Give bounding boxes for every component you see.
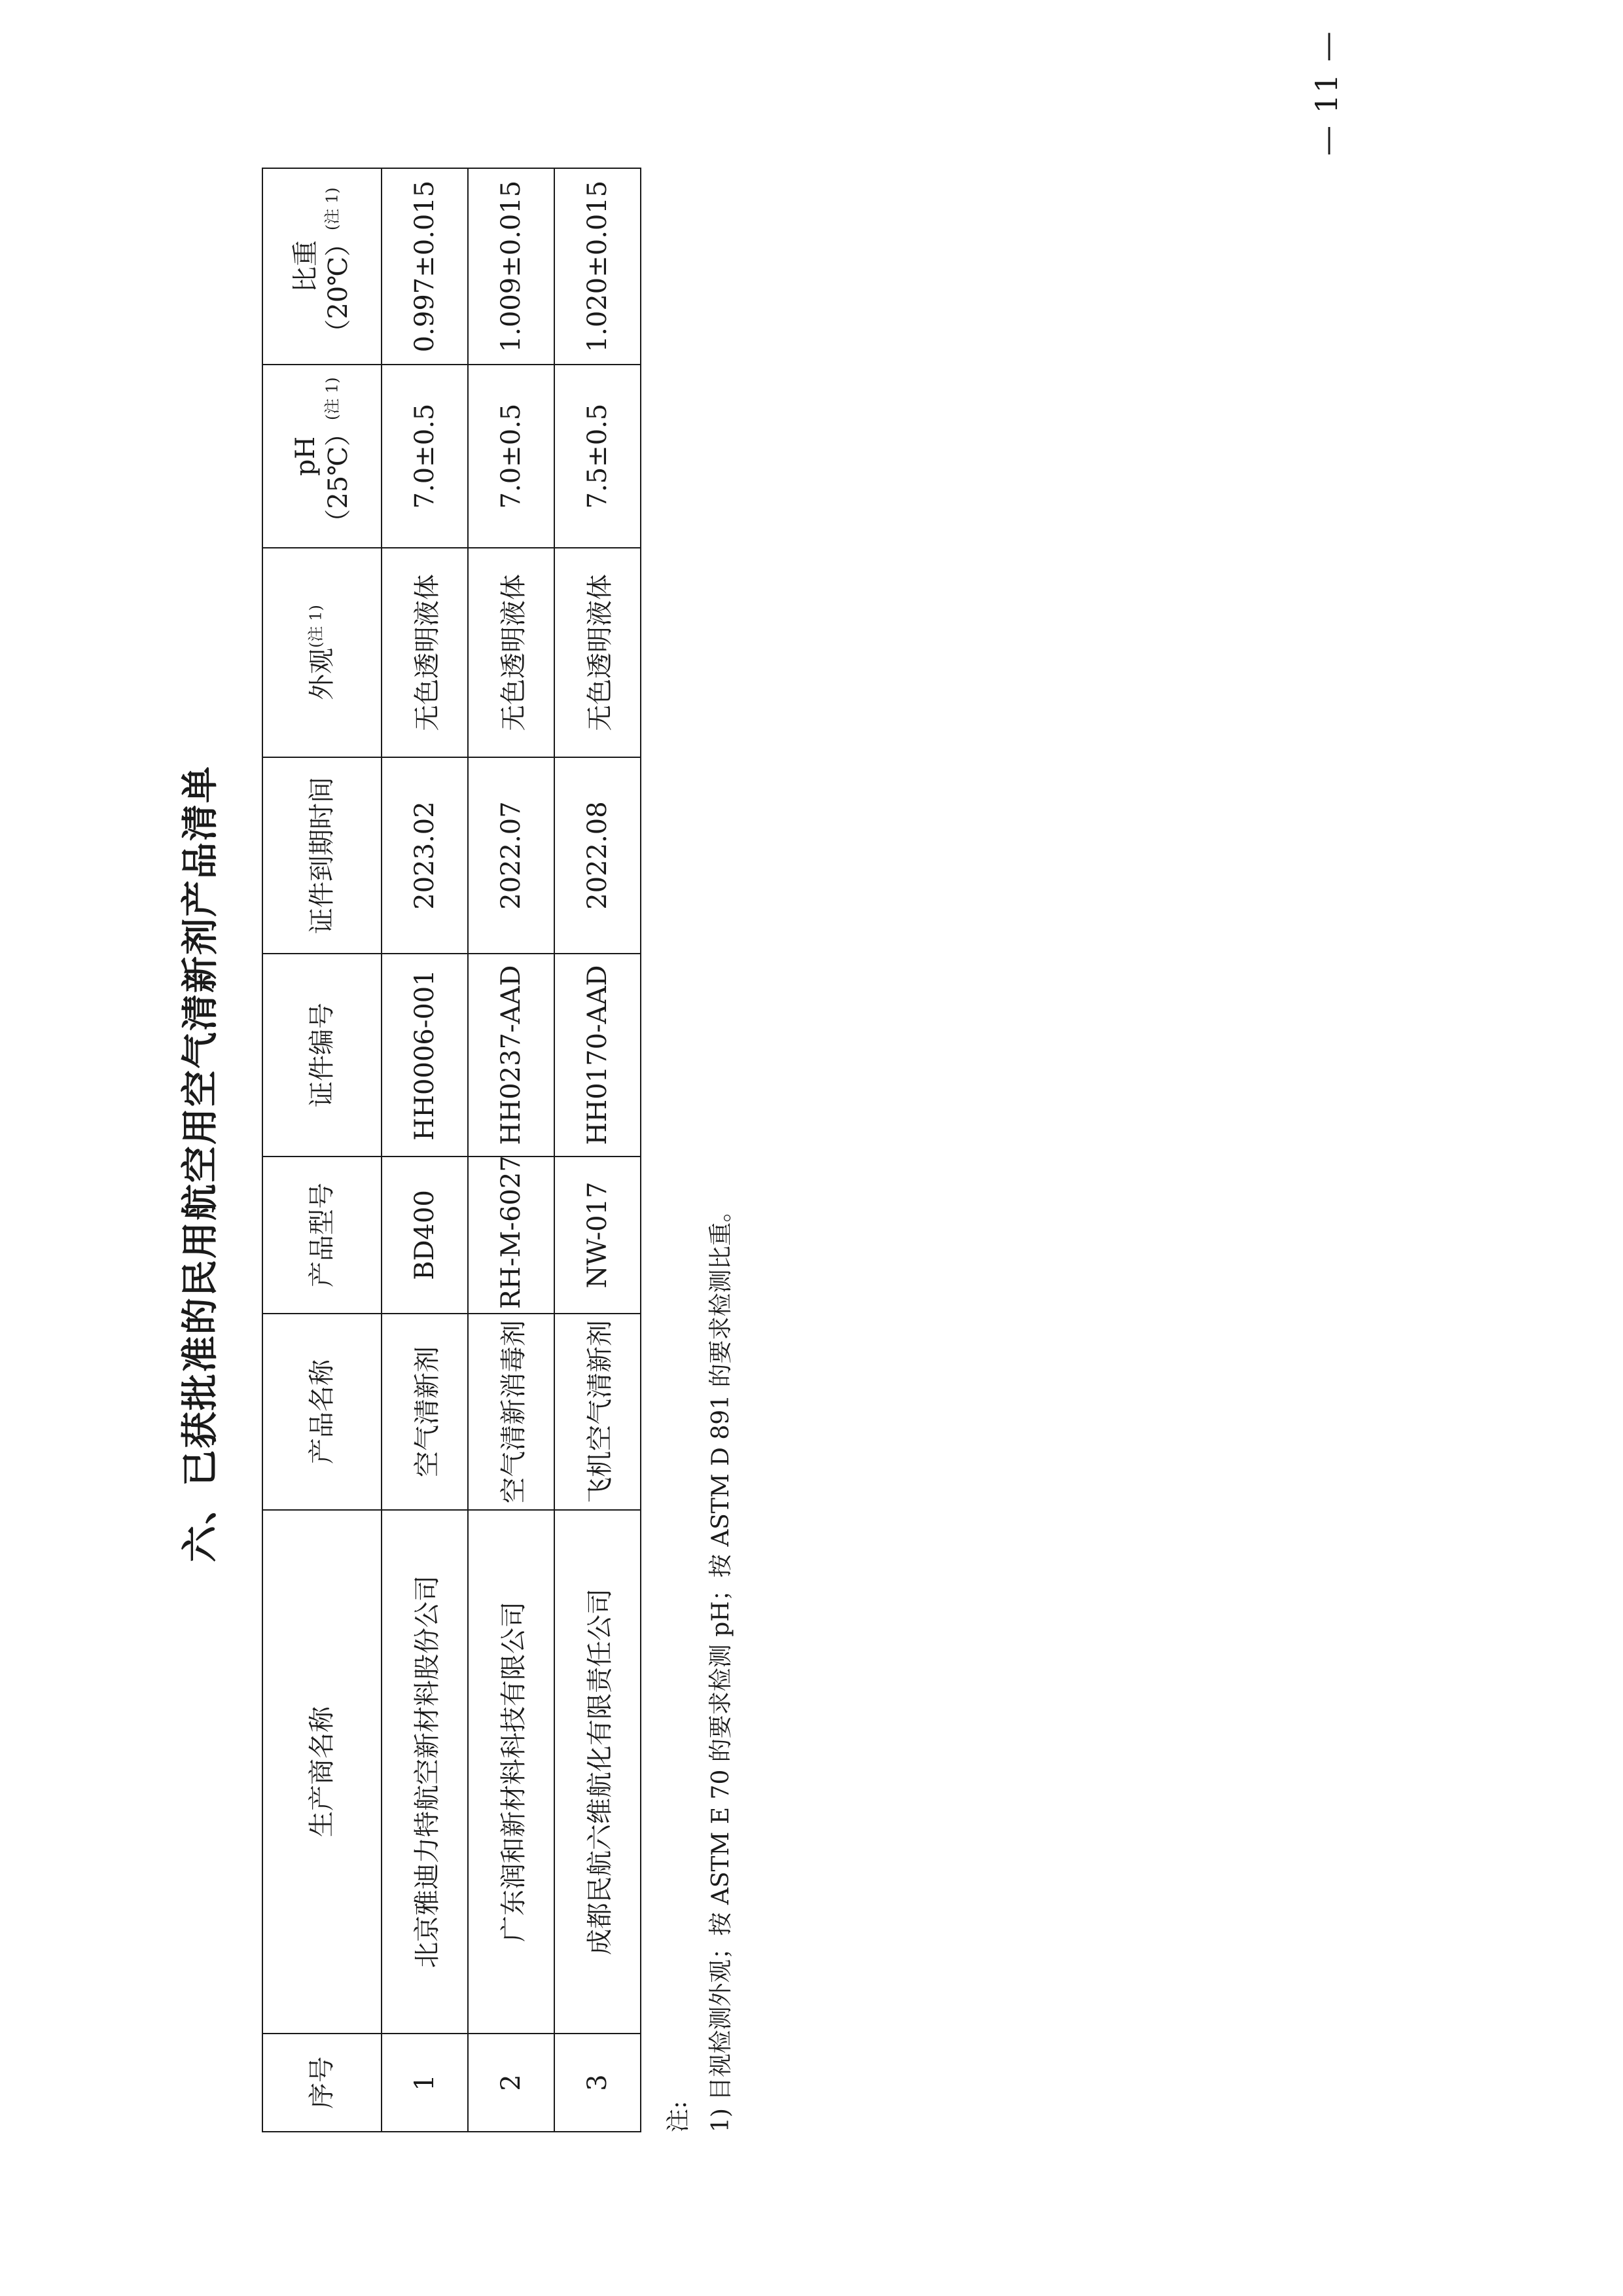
header-ph-note: (注 1) [323, 377, 342, 420]
header-sg [262, 168, 382, 365]
header-seq: 序号 [262, 2034, 382, 2132]
notes [658, 1198, 743, 2132]
header-expiry: 证件到期时间 [262, 757, 382, 954]
cell-cert-no: HH0237-AAD [468, 954, 554, 1157]
cell-sg: 0.997±0.015 [382, 168, 468, 365]
cell-seq: 3 [554, 2034, 641, 2132]
cell-seq: 2 [468, 2034, 554, 2132]
page-number: — 11 — [1309, 30, 1344, 156]
header-sg-label: 比重 [291, 240, 321, 293]
cell-model: NW-017 [554, 1157, 641, 1314]
header-ph-label: pH [291, 436, 321, 476]
cell-seq: 1 [382, 2034, 468, 2132]
cell-sg: 1.009±0.015 [468, 168, 554, 365]
header-manufacturer: 生产商名称 [262, 1510, 382, 2034]
cell-ph: 7.0±0.5 [382, 365, 468, 548]
cell-appearance: 无色透明液体 [554, 548, 641, 757]
cell-cert-no: HH0170-AAD [554, 954, 641, 1157]
header-sg-note: (注 1) [323, 187, 342, 230]
header-model: 产品型号 [262, 1157, 382, 1314]
cell-product-name: 空气清新剂 [382, 1314, 468, 1510]
cell-model: RH-M-6027 [468, 1157, 554, 1314]
cell-expiry: 2022.08 [554, 757, 641, 954]
table-row [554, 168, 641, 2132]
cell-product-name: 飞机空气清新剂 [554, 1314, 641, 1510]
header-appearance-label: 外观 [307, 647, 337, 700]
cell-product-name: 空气清新消毒剂 [468, 1314, 554, 1510]
page-title: 六、已获批准的民用航空用空气清新剂产品清单 [179, 765, 222, 1562]
product-table [262, 168, 641, 2132]
cell-expiry: 2023.02 [382, 757, 468, 954]
table-header-row [262, 168, 382, 2132]
header-ph [262, 365, 382, 548]
cell-model: BD400 [382, 1157, 468, 1314]
cell-manufacturer: 广东润和新材料科技有限公司 [468, 1510, 554, 2034]
cell-cert-no: HH0006-001 [382, 954, 468, 1157]
header-ph-temp: （25℃） [323, 420, 353, 535]
header-sg-temp: （20℃） [323, 230, 353, 346]
cell-manufacturer: 北京雅迪力特航空新材料股份公司 [382, 1510, 468, 2034]
table-row [468, 168, 554, 2132]
cell-ph: 7.0±0.5 [468, 365, 554, 548]
table-row [382, 168, 468, 2132]
header-appearance-note: (注 1) [306, 605, 325, 648]
header-product-name: 产品名称 [262, 1314, 382, 1510]
note-item: 1) 目视检测外观；按 ASTM E 70 的要求检测 pH；按 ASTM D 891 的要求检测比重。 [707, 1198, 734, 2132]
cell-appearance: 无色透明液体 [382, 548, 468, 757]
header-appearance [262, 548, 382, 757]
cell-appearance: 无色透明液体 [468, 548, 554, 757]
cell-ph: 7.5±0.5 [554, 365, 641, 548]
header-cert-no: 证件编号 [262, 954, 382, 1157]
cell-expiry: 2022.07 [468, 757, 554, 954]
notes-label: 注: [665, 2100, 692, 2132]
cell-sg: 1.020±0.015 [554, 168, 641, 365]
cell-manufacturer: 成都民航六维航化有限责任公司 [554, 1510, 641, 2034]
